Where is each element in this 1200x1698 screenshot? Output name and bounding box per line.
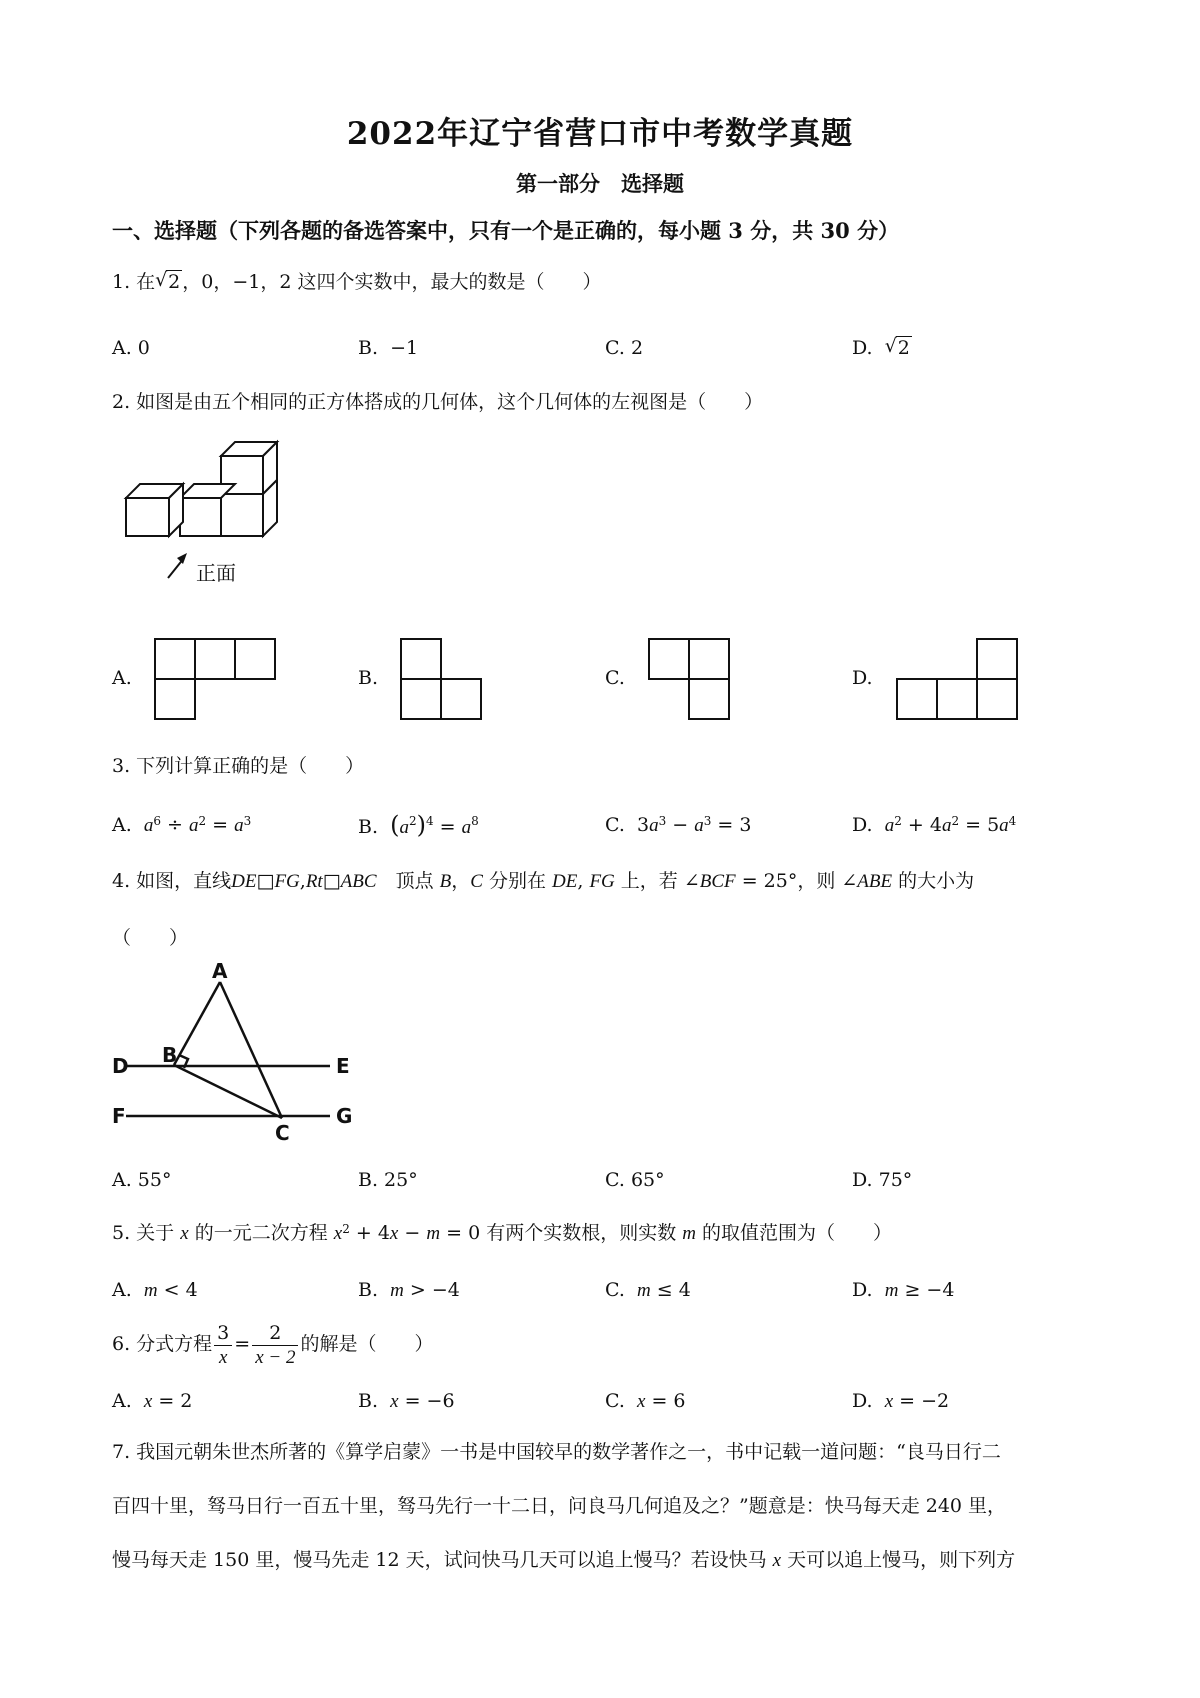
option-b-view xyxy=(400,638,484,720)
point-b-label: B xyxy=(162,1043,178,1067)
question-4-option-d: D. 75° xyxy=(852,1169,913,1191)
point-c-label: C xyxy=(275,1121,290,1145)
question-6-option-b: B. x = −6 xyxy=(358,1390,455,1412)
segment-ab xyxy=(174,982,220,1065)
question-4-option-c: C. 65° xyxy=(605,1169,665,1191)
question-3-stem: 3. 下列计算正确的是（ ） xyxy=(112,755,365,777)
question-1-option-b: B. −1 xyxy=(358,337,419,359)
option-a-view xyxy=(154,638,278,720)
part-subtitle: 第一部分 选择题 xyxy=(516,171,684,196)
question-4-option-a: A. 55° xyxy=(112,1169,172,1191)
page-title: 2022年辽宁省营口市中考数学真题 xyxy=(346,116,854,152)
question-2-option-a-label: A. xyxy=(112,667,132,689)
question-4-option-b: B. 25° xyxy=(358,1169,418,1191)
question-7-line-2: 百四十里，驽马日行一百五十里，驽马先行一十二日，问良马几何追及之？”题意是：快马每天走 240 里， xyxy=(112,1495,1007,1517)
question-1-option-d: D. √ 2 xyxy=(852,335,910,359)
question-7-line-1: 7. 我国元朝朱世杰所著的《算学启蒙》一书是中国较早的数学著作之一，书中记载一道问题：“良马日行二 xyxy=(112,1441,1001,1463)
question-5-option-d: D. m ≥ −4 xyxy=(852,1279,955,1301)
arrow-head-icon xyxy=(177,553,187,564)
question-6-option-c: C. x = 6 xyxy=(605,1390,686,1412)
question-2-stem: 2. 如图是由五个相同的正方体搭成的几何体，这个几何体的左视图是（ ） xyxy=(112,391,764,413)
question-7-line-3: 慢马每天走 150 里，慢马先走 12 天，试问快马几天可以追上慢马？若设快马 x 天可以追上慢马，则下列方 xyxy=(112,1549,1016,1571)
question-1-stem: 1. 在 √ 2 ，0，−1，2 这四个实数中，最大的数是（ ） xyxy=(112,269,602,293)
fraction-2-over-x-minus-2: $\frac{2}{x - 2}$ xyxy=(252,1321,298,1370)
point-d-label: D xyxy=(112,1054,129,1078)
question-5-option-a: A. m < 4 xyxy=(112,1279,198,1301)
question-1-option-c: C. 2 xyxy=(605,337,644,359)
question-3-option-d: D. $a^2 + 4a^2 = 5a^4$ xyxy=(852,814,1017,836)
parallel-lines-triangle-figure xyxy=(112,959,362,1145)
question-6-option-a: A. x = 2 xyxy=(112,1390,193,1412)
cube-stack-figure xyxy=(120,450,290,590)
segment-bc xyxy=(174,1065,282,1118)
question-2-option-d-label: D. xyxy=(852,667,873,689)
sqrt-expression: √ 2 xyxy=(884,335,910,359)
question-6-stem: 6. 分式方程 $\frac{3}{x}$ = $\frac{2}{x - 2}$ 的解是（ ） xyxy=(112,1321,434,1368)
option-c-view xyxy=(648,638,732,720)
section-heading: 一、选择题（下列各题的备选答案中，只有一个是正确的，每小题 3 分，共 30 分） xyxy=(112,218,900,243)
question-3-option-c: C. $3a^3 - a^3 = 3$ xyxy=(605,814,752,836)
question-1-option-a: A. 0 xyxy=(112,337,150,359)
point-e-label: E xyxy=(336,1054,350,1078)
sqrt-expression: √ 2 xyxy=(155,269,181,293)
question-5-stem: 5. 关于 x 的一元二次方程 $x^2 + 4x - m = 0$ 有两个实数根，则实数 m 的取值范围为（ ） xyxy=(112,1222,893,1244)
question-5-option-c: C. m ≤ 4 xyxy=(605,1279,691,1301)
segment-ac xyxy=(220,982,282,1118)
option-d-view xyxy=(896,638,1020,720)
question-4-stem: 4. 如图，直线DE□FG,Rt□ABC 顶点 B，C 分别在 DE, FG 上，若 ∠BCF = 25°，则 ∠ABE 的大小为 xyxy=(112,870,975,892)
question-3-option-a: A. $a^6 \div a^2 = a^3$ xyxy=(112,814,252,836)
point-a-label: A xyxy=(212,959,228,983)
question-3-option-b: B. $(a^2)^4 = a^8$ xyxy=(358,811,479,839)
front-label: 正面 xyxy=(196,561,236,585)
point-g-label: G xyxy=(336,1104,353,1128)
question-2-option-b-label: B. xyxy=(358,667,379,689)
question-2-option-c-label: C. xyxy=(605,667,625,689)
question-4-answer-paren: （ ） xyxy=(112,927,189,949)
question-5-option-b: B. m > −4 xyxy=(358,1279,460,1301)
point-f-label: F xyxy=(112,1104,126,1128)
question-6-option-d: D. x = −2 xyxy=(852,1390,950,1412)
fraction-3-over-x: $\frac{3}{x}$ xyxy=(214,1321,232,1370)
